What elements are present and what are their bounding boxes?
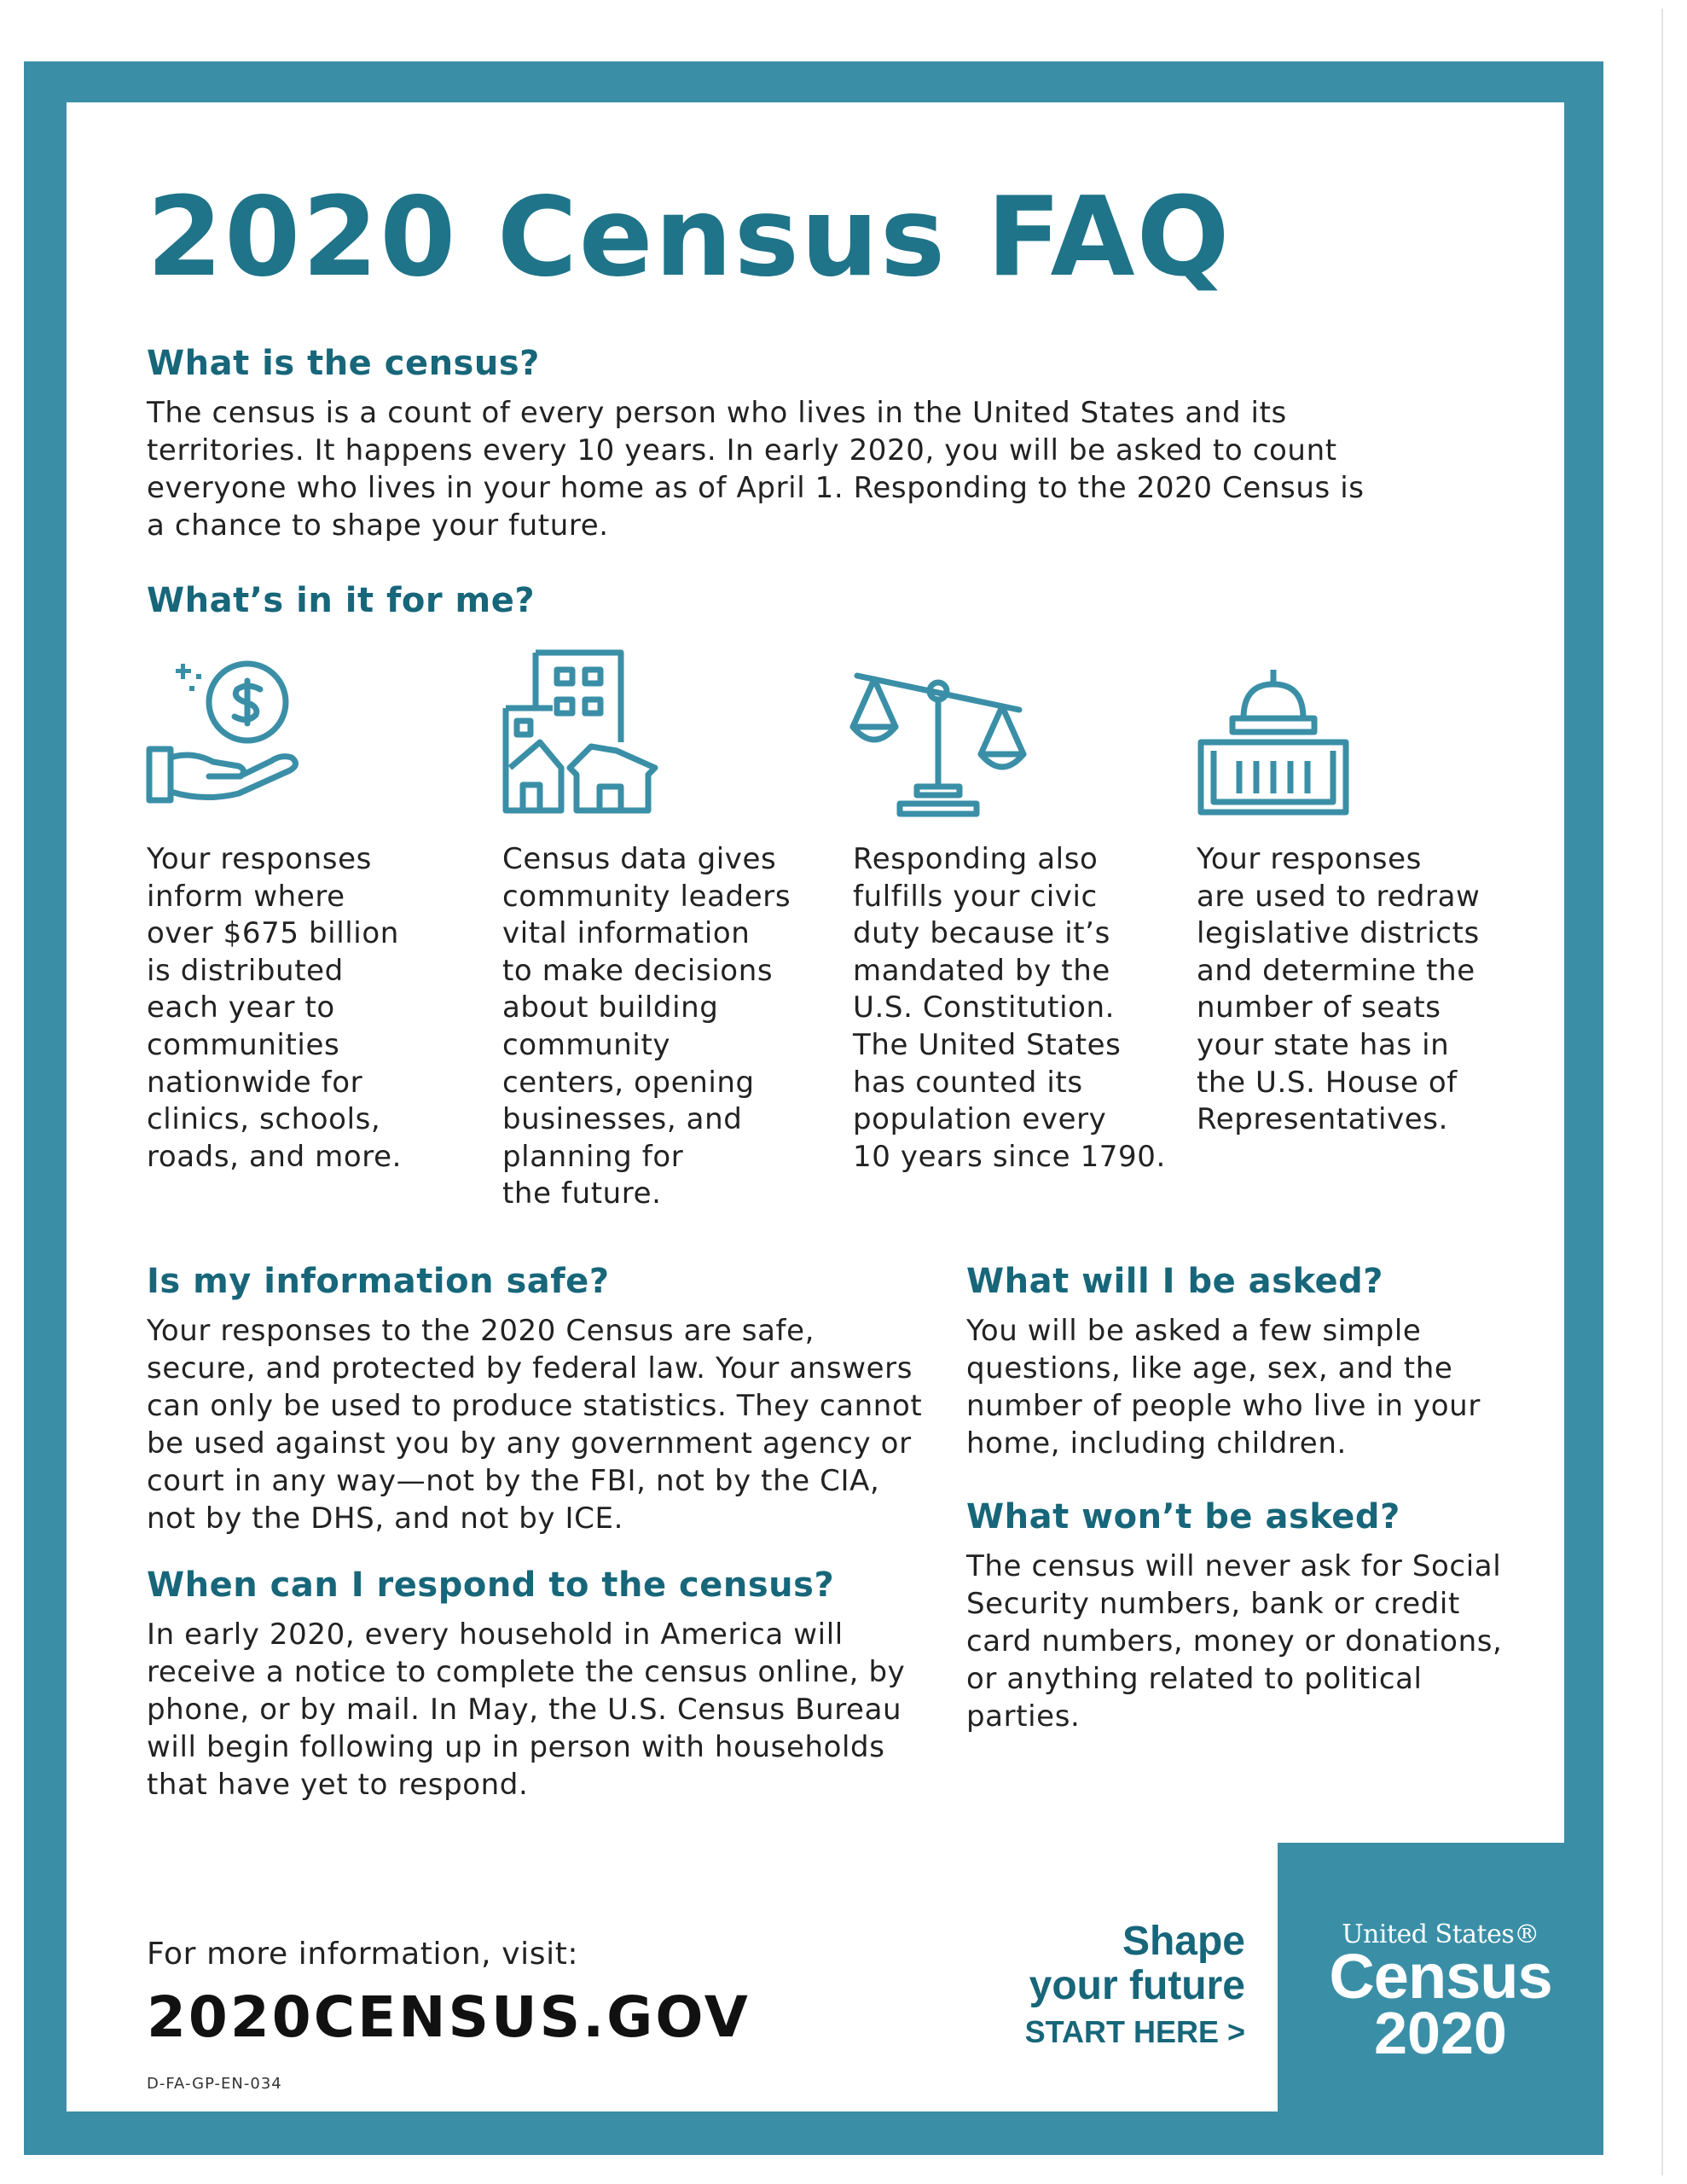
heading-info-safe: Is my information safe?	[147, 1262, 610, 1301]
census-url-link[interactable]: 2020CENSUS.GOV	[147, 1984, 751, 2050]
text-info-safe: Your responses to the 2020 Census are safe, secure, and protected by federal law. Your answers can only be used to produce statistics. They cannot be used against you by any government agency or court in any way—not by the FBI, not by the CIA, not by the DHS, and not by ICE.	[147, 1314, 923, 1536]
benefit-text-civic-duty: Responding also fulfills your civic duty because it’s mandated by the U.S. Constitution. The United States has counted its population every 10 years since 1790.	[853, 842, 1166, 1174]
heading-what-asked: What will I be asked?	[966, 1262, 1383, 1301]
heading-not-asked: What won’t be asked?	[966, 1497, 1400, 1536]
heading-what-is-census: What is the census?	[147, 344, 540, 383]
capitol-icon	[1197, 665, 1350, 819]
scales-icon	[849, 667, 1028, 821]
text-what-asked: You will be asked a few simple questions, like age, sex, and the number of people who live in your home, including children.	[966, 1314, 1481, 1461]
text-what-is-census: The census is a count of every person who lives in the United States and its territories. It happens every 10 years. In early 2020, you will be asked to count everyone who lives in your home as of April 1. Responding to the 2020 Census is a chance to shape your future.	[147, 396, 1365, 543]
tagline-your-future: your future	[1029, 1963, 1245, 2008]
census-2020-logo	[1278, 1843, 1603, 2111]
logo-census: Census	[1329, 1941, 1552, 2012]
start-here-link[interactable]: START HERE >	[1024, 2014, 1245, 2049]
benefit-text-funding: Your responses inform where over $675 billion is distributed each year to communities nationwide for clinics, schools, roads, and more.	[147, 842, 403, 1174]
benefit-text-districts: Your responses are used to redraw legislative districts and determine the number of seats your state has in the U.S. House of Representatives.	[1197, 842, 1481, 1137]
heading-whats-in-it: What’s in it for me?	[147, 581, 536, 620]
visit-label: For more information, visit:	[147, 1937, 579, 1972]
text-not-asked: The census will never ask for Social Security numbers, bank or credit card numbers, money or donations, or anything related to political parties.	[966, 1549, 1503, 1734]
buildings-icon	[501, 648, 664, 819]
scan-edge	[1661, 9, 1663, 2175]
tagline-shape: Shape	[1122, 1919, 1245, 1964]
logo-united-states: United States®	[1342, 1920, 1539, 1949]
page-title: 2020 Census FAQ	[147, 174, 1232, 301]
logo-year: 2020	[1374, 2000, 1507, 2066]
document-code: D-FA-GP-EN-034	[147, 2075, 282, 2093]
heading-when-respond: When can I respond to the census?	[147, 1565, 835, 1605]
tagline	[1025, 1920, 1245, 2053]
text-when-respond: In early 2020, every household in America will receive a notice to complete the census online, by phone, or by mail. In May, the U.S. Census Bureau will begin following up in person with households that have yet to respond.	[147, 1618, 906, 1802]
benefit-text-community: Census data gives community leaders vital information to make decisions about building community centers, opening businesses, and planning for the future.	[502, 842, 791, 1211]
hand-dollar-icon	[145, 655, 307, 809]
